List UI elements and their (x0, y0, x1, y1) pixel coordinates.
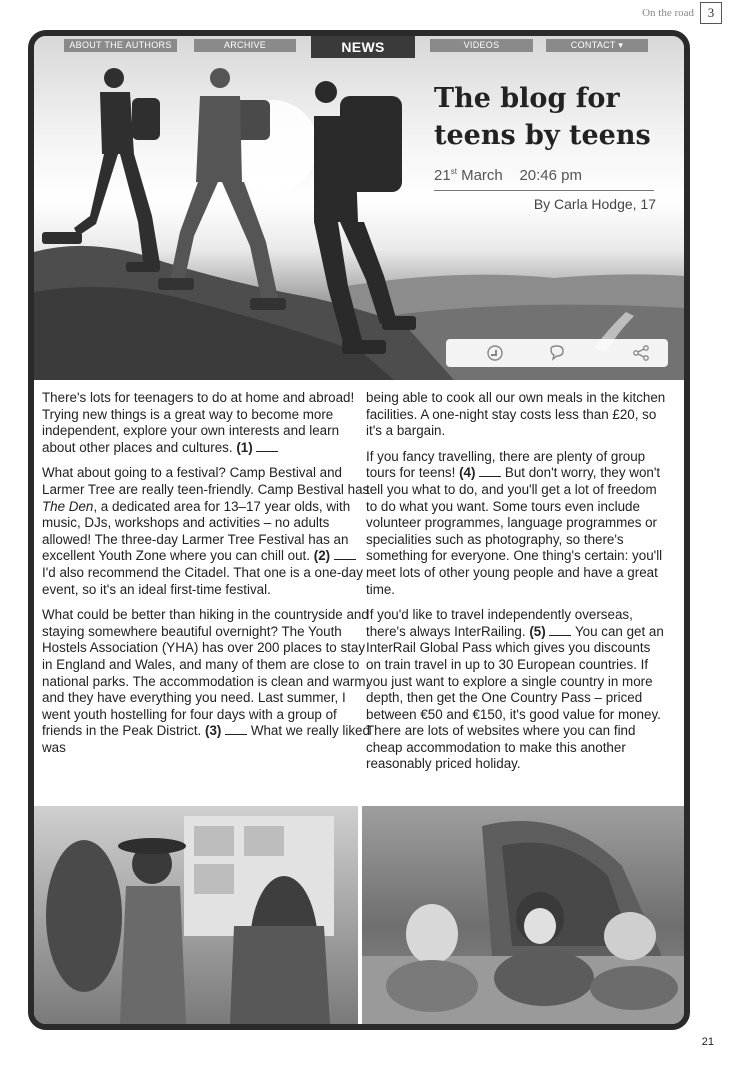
tours-text-a: If you fancy travelling, there are plenty of group tours for teens! (366, 448, 646, 481)
gap-5-label: (5) (529, 623, 546, 639)
blog-title (434, 80, 674, 154)
camping-photo (362, 806, 684, 1024)
tab-archive[interactable]: ARCHIVE (194, 39, 296, 52)
running-head (642, 2, 722, 24)
gap-3-label: (3) (205, 723, 222, 739)
post-date (434, 167, 582, 184)
paragraph-interrail (366, 607, 666, 773)
festivals-text-b: , a dedicated area for 13–17 year olds, with music, DJs, workshops and activities – no adults allowed! The three-day Larmer Tree Festival has an excellent Youth Zone where you can chill out. (42, 498, 351, 564)
interrail-text-a: If you'd like to travel independently overseas, there's always InterRailing. (366, 607, 633, 639)
gap-4-blank (479, 466, 501, 477)
blog-nav (34, 36, 684, 56)
gap-1-blank (256, 441, 278, 452)
paragraph-hostels (42, 607, 370, 756)
hero-photo (34, 36, 684, 380)
blog-title-line-2: teens by teens (434, 120, 651, 151)
gap-1-label: (1) (236, 439, 253, 455)
paragraph-hostels-cont: being able to cook all our own meals in the kitchen facilities. A one-night stay costs less than £20, so it's a bargain. (366, 390, 666, 439)
tab-videos[interactable]: VIDEOS (430, 39, 533, 52)
hostel-photo (34, 806, 358, 1024)
camping-illustration (362, 806, 684, 1024)
post-time: 20:46 pm (519, 167, 582, 184)
gap-2-label: (2) (313, 548, 331, 564)
paragraph-festivals (42, 465, 370, 598)
comment-icon[interactable] (548, 344, 566, 362)
tab-contact[interactable]: CONTACT ▾ (546, 39, 648, 52)
paragraph-group-tours (366, 449, 666, 598)
date-suffix: st (450, 167, 457, 176)
article-column-left (42, 390, 370, 765)
hostels-text-b: What we really liked was (42, 723, 370, 755)
date-month: March (461, 167, 503, 184)
social-bar (446, 339, 668, 367)
date-day: 21 (434, 167, 451, 184)
hostel-illustration (34, 806, 358, 1024)
hostels-text-a: What could be better than hiking in the countryside and staying somewhere beautiful overnight? The Youth Hostels Association (YHA) has over 200 places to stay in England and Wales, and many of them are close to national parks. The accommodation is clean and warm, and they have everything you need. Last summer, I went youth hostelling for four days with a group of friends in the Peak District. (42, 607, 370, 739)
gap-3-blank (225, 724, 247, 735)
tours-text-b: But don't worry, they won't tell you what to do, and you'll get a lot of freedom to do what you want. Some tours even include volunteer programmes, language programmes or specialities such as photography, so there's something for everyone. One thing's certain: you'll meet lots of other young people and have a great time. (366, 465, 663, 597)
like-icon[interactable] (486, 344, 504, 362)
tab-news[interactable]: NEWS (311, 36, 415, 58)
gap-4-label: (4) (459, 465, 476, 481)
tab-about-the-authors[interactable]: ABOUT THE AUTHORS (64, 39, 177, 52)
the-den-name: The Den (42, 498, 94, 514)
byline: By Carla Hodge, 17 (533, 196, 656, 212)
header-divider (434, 190, 654, 191)
gap-2-blank (334, 549, 356, 560)
share-icon[interactable] (632, 344, 650, 362)
interrail-text-b: You can get an InterRail Global Pass which gives you discounts on train travel in up to 30 European countries. If you just want to explore a single country in more depth, then get the One Country Pass – priced between €50 and €150, it's good value for money. There are lots of websites where you can find cheap accommodation to make this another reasonably priced holiday. (366, 623, 664, 772)
intro-text: There's lots for teenagers to do at home and abroad! Trying new things is a great way to become more independent, explore your own interests and learn about other places and cultures. (42, 390, 355, 455)
festivals-text-a: What about going to a festival? Camp Bestival and Larmer Tree are really teen-friendly. Camp Bestival has (42, 465, 370, 497)
gap-5-blank (549, 625, 571, 636)
blog-frame (28, 30, 690, 1030)
festivals-text-c: I'd also recommend the Citadel. That one is a one-day event, so it's an ideal first-time festival. (42, 564, 363, 597)
article-column-right (366, 390, 666, 782)
running-head-section: On the road (642, 7, 694, 19)
unit-number: 3 (700, 2, 722, 24)
paragraph-intro (42, 390, 370, 456)
blog-title-line-1: The blog for (434, 83, 620, 114)
page-number: 21 (701, 1036, 714, 1048)
